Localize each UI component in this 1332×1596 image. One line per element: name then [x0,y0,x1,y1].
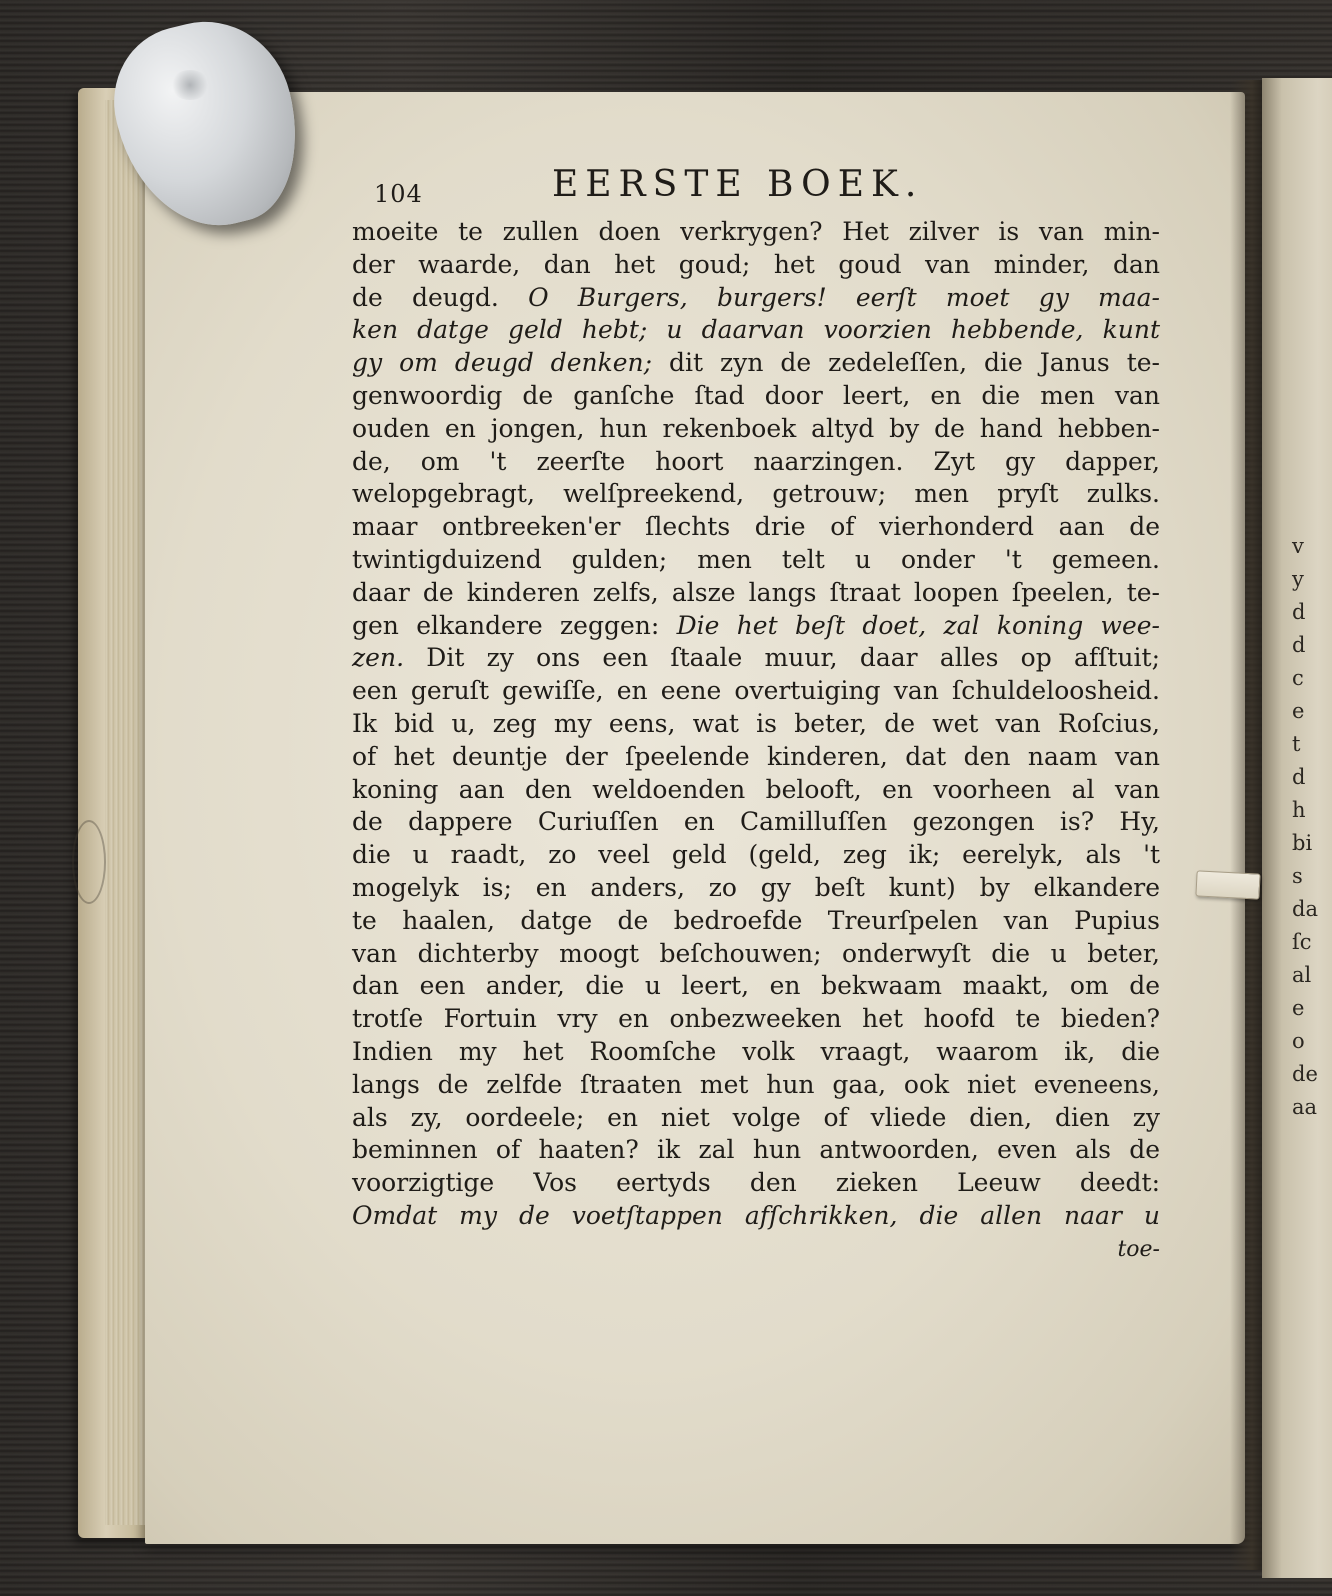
facing-page-fragment: s [1292,864,1303,888]
roman-text: trotſe Fortuin vry en onbezweeken het hoofd te bieden? [352,1004,1160,1034]
roman-text: mogelyk is; en anders, zo gy beſt kunt) by elkandere [352,872,1160,902]
text-line [352,511,1160,544]
page-stain [72,820,106,904]
roman-text: de, om 't zeerſte hoort naarzingen. Zyt gy dapper, [352,446,1160,476]
roman-text: Dit zy ons een ſtaale muur, daar alles op afſtuit; [404,643,1160,673]
text-line [352,446,1160,479]
facing-page-fragment: d [1292,765,1306,789]
text-line [352,1134,1160,1167]
roman-text: beminnen of haaten? ik zal hun antwoorden, even als de [352,1135,1160,1165]
italic-text: O Burgers, burgers! eerſt moet gy maa- [528,282,1160,312]
roman-text: ouden en jongen, hun rekenboek altyd by de hand hebben- [352,413,1160,443]
roman-text: welopgebragt, welſpreekend, getrouw; men pryſt zulks. [352,479,1160,509]
roman-text: de dappere Curiuſſen en Camilluſſen gezongen is? Hy, [352,807,1160,837]
text-line [352,1036,1160,1069]
facing-page-fragment: e [1292,996,1305,1020]
roman-text: Ik bid u, zeg my eens, wat is beter, de wet van Roſcius, [352,708,1160,738]
facing-page-fragment: t [1292,732,1301,756]
italic-text: gy om deugd denken; [352,348,653,378]
facing-page-fragment: da [1292,897,1318,921]
page-stack-edge [105,100,145,1525]
running-title: EERSTE BOEK. [552,164,924,205]
text-line [352,774,1160,807]
text-line [352,610,1160,643]
text-line [352,806,1160,839]
text-line [352,1102,1160,1135]
facing-page-fragment: v [1292,534,1304,558]
italic-text: ken datge geld hebt; u daarvan voorzien hebbende, kunt [352,315,1160,345]
text-line [352,938,1160,971]
facing-page-fragment: de [1292,1062,1318,1086]
roman-text: langs de zelfde ſtraaten met hun gaa, ook niet eveneens, [352,1069,1160,1099]
facing-page-fragment: e [1292,699,1305,723]
text-line [352,970,1160,1003]
text-line [352,642,1160,675]
roman-text: moeite te zullen doen verkrygen? Het zilver is van min- [352,217,1160,246]
running-head [352,160,1160,208]
roman-text: koning aan den weldoenden belooft, en voorheen al van [352,774,1160,804]
text-line [352,839,1160,872]
roman-text: dan een ander, die u leert, en bekwaam maakt, om de [352,971,1160,1001]
facing-page-fragment: bi [1292,831,1313,855]
roman-text: gen elkandere zeggen: [352,610,677,640]
page-number: 104 [374,180,423,208]
roman-text: der waarde, dan het goud; het goud van minder, dan [352,249,1160,279]
facing-page-fragment: aa [1292,1095,1318,1119]
page-text [352,160,1160,1267]
text-line [352,347,1160,380]
italic-text: Die het beſt doet, zal koning wee- [676,610,1160,640]
facing-page-fragment: y [1292,567,1304,591]
roman-text: genwoordig de ganſche ſtad door leert, en die men van [352,380,1160,410]
catchword: toe- [1117,1236,1160,1262]
text-line [352,675,1160,708]
text-line [352,380,1160,413]
facing-page-fragment: d [1292,600,1306,624]
italic-text: Omdat my de voetſtappen afſchrikken, die allen naar u [352,1200,1160,1230]
roman-text: de deugd. [352,282,529,312]
text-line [352,1003,1160,1036]
text-line [352,741,1160,774]
roman-text: twintigduizend gulden; men telt u onder 't gemeen. [352,544,1160,574]
text-line [352,1167,1160,1200]
text-line [352,216,1160,249]
facing-page-fragment: ſc [1292,930,1312,954]
text-line [352,577,1160,610]
text-line [352,708,1160,741]
roman-text: van dichterby moogt beſchouwen; onderwyſt die u beter, [352,938,1160,968]
roman-text: voorzigtige Vos eertyds den zieken Leeuw deedt: [352,1168,1160,1198]
text-line [352,314,1160,347]
roman-text: of het deuntje der ſpeelende kinderen, dat den naam van [352,741,1160,771]
body-text [352,216,1160,1233]
italic-text: zen. [352,643,405,673]
text-line [352,1069,1160,1102]
roman-text: een geruſt gewiſſe, en eene overtuiging van ſchuldeloosheid. [352,676,1160,706]
text-line [352,1200,1160,1233]
facing-page-text [1292,530,1332,1124]
roman-text: die u raadt, zo veel geld (geld, zeg ik; eerelyk, als 't [352,840,1160,870]
facing-page-fragment: al [1292,963,1312,987]
facing-page-fragment: o [1292,1029,1305,1053]
roman-text: maar ontbreeken'er ſlechts drie of vierhonderd aan de [352,512,1160,542]
roman-text: Indien my het Roomſche volk vraagt, waarom ik, die [352,1036,1160,1066]
text-line [352,413,1160,446]
text-line [352,544,1160,577]
facing-page-fragment: d [1292,633,1306,657]
facing-page-fragment: h [1292,798,1306,822]
text-line [352,872,1160,905]
roman-text: daar de kinderen zelfs, alsze langs ſtraat loopen ſpeelen, te- [352,577,1160,607]
paper-bookmark [1195,870,1260,899]
roman-text: te haalen, datge de bedroefde Treurſpelen van Pupius [352,905,1160,935]
facing-page-fragment: c [1292,666,1304,690]
text-line [352,478,1160,511]
roman-text: dit zyn de zedeleſſen, die Janus te- [652,348,1161,378]
text-line [352,249,1160,282]
stone-mark [170,70,210,100]
text-line [352,282,1160,315]
roman-text: als zy, oordeele; en niet volge of vliede dien, dien zy [352,1102,1160,1132]
text-line [352,905,1160,938]
